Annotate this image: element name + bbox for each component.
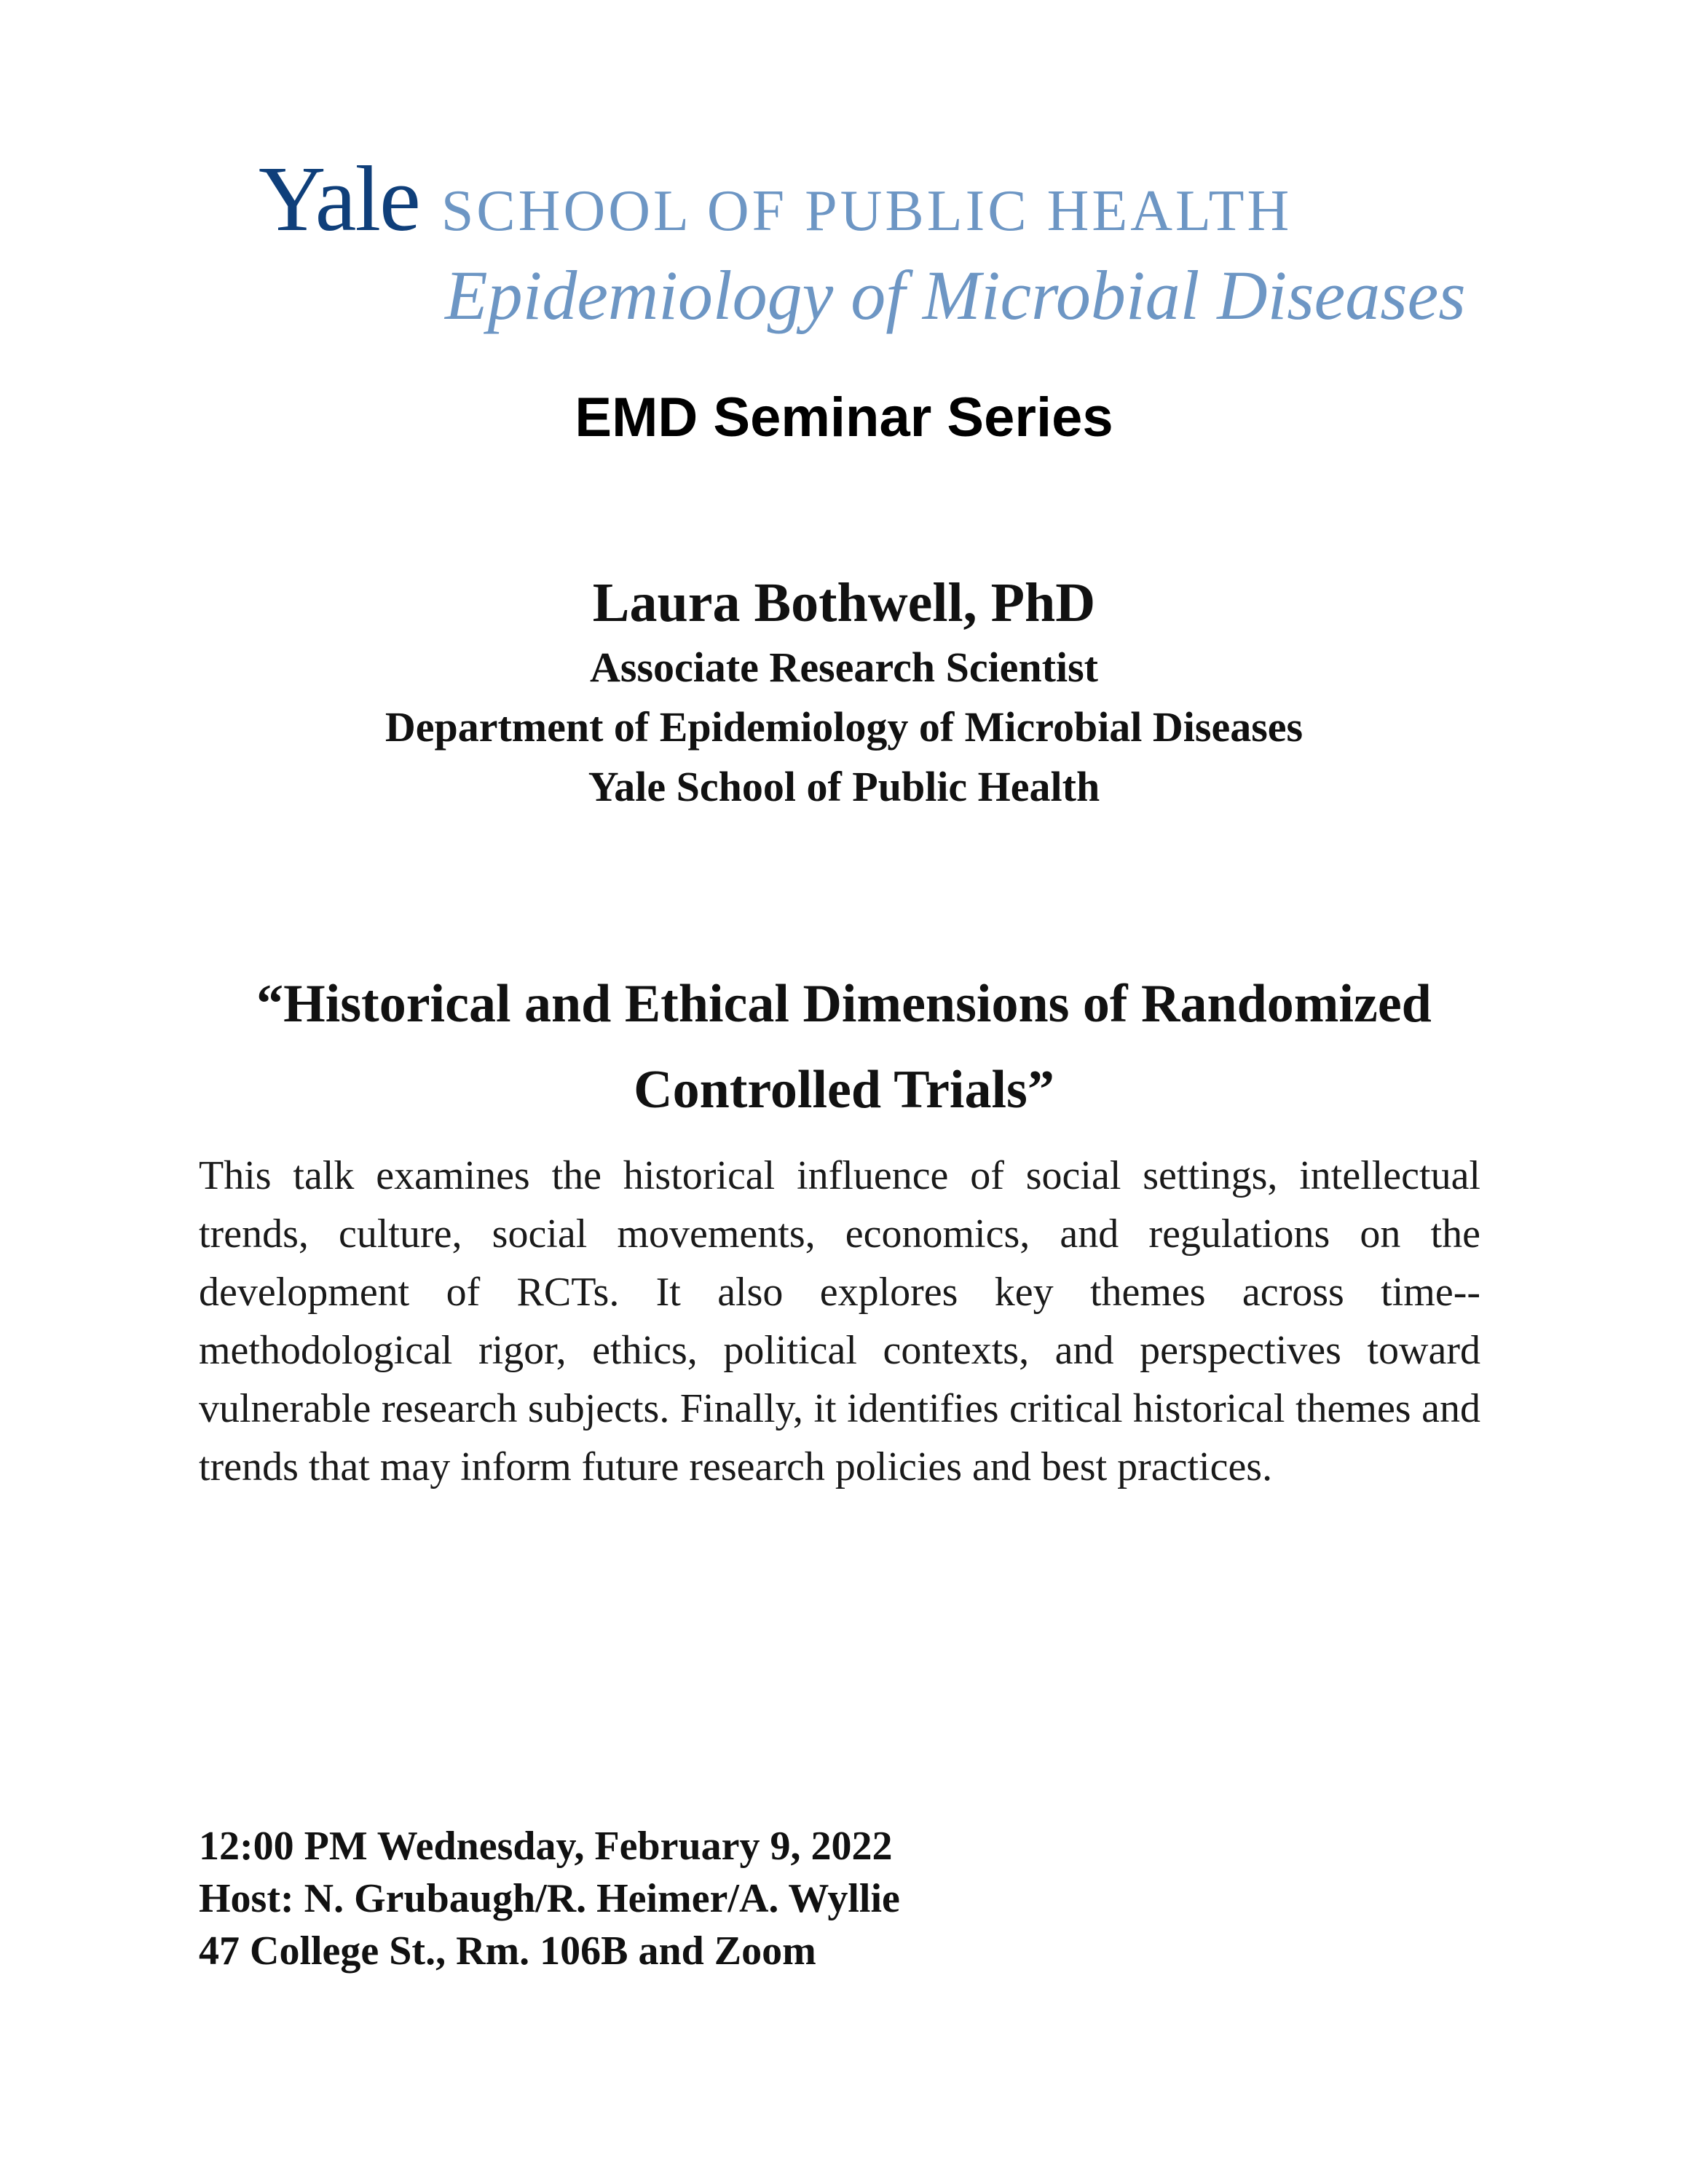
speaker-info [0,568,1688,817]
logo-yale-wordmark: Yale [259,147,419,250]
talk-abstract: This talk examines the historical influence of social settings, intellectual trends, culture, social movements, economics, and regulations on the development of RCTs. It also explores key themes across time--methodological rigor, ethics, political contexts, and perspectives toward vulnerable research subjects. Finally, it identifies critical historical themes and trends that may inform future research policies and best practices. [199,1153,1480,1489]
event-datetime: 12:00 PM Wednesday, February 9, 2022 [199,1824,893,1869]
event-details [199,1820,900,1977]
logo-wordmark-row [259,146,1292,253]
logo-department-subtitle: Epidemiology of Microbial Diseases [445,256,1466,334]
talk-title: “Historical and Ethical Dimensions of Randomized Controlled Trials” [256,974,1432,1120]
speaker-department: Department of Epidemiology of Microbial Diseases [384,703,1304,751]
logo-school-name: SCHOOL OF PUBLIC HEALTH [441,179,1293,243]
speaker-position: Associate Research Scientist [589,644,1098,691]
seminar-series-title: EMD Seminar Series [575,387,1113,448]
event-host: Host: N. Grubaugh/R. Heimer/A. Wyllie [199,1876,900,1921]
yale-sph-logo [259,146,1466,357]
speaker-name: Laura Bothwell, PhD [592,572,1096,633]
event-location: 47 College St., Rm. 106B and Zoom [199,1928,816,1974]
speaker-institution: Yale School of Public Health [588,763,1100,810]
